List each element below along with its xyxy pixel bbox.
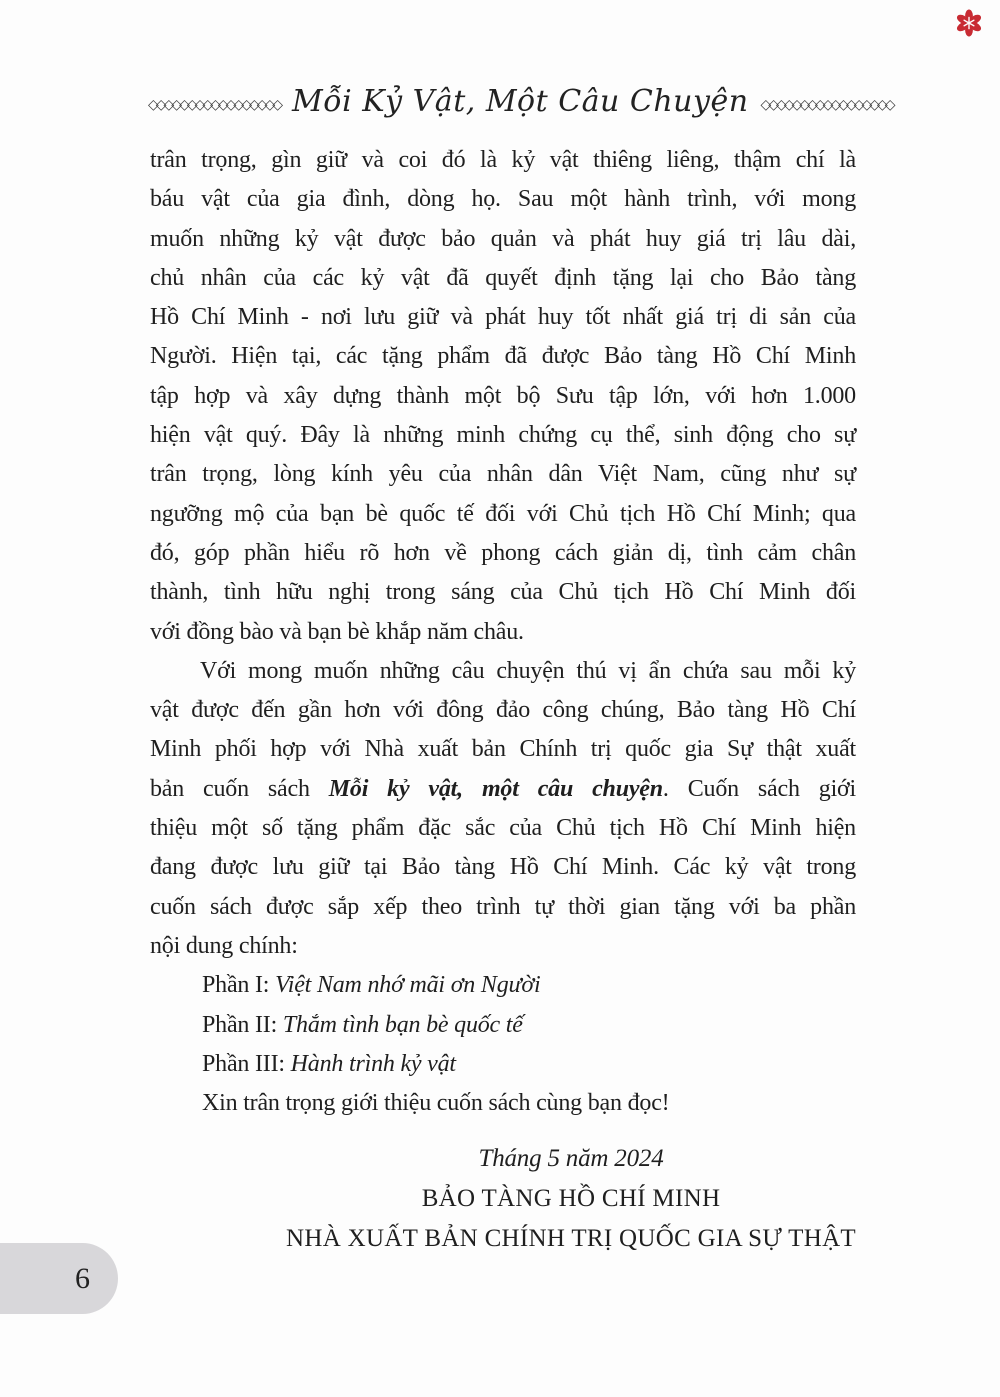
text-line: vật được đến gần hơn với đông đảo công chúng, Bảo tàng Hồ Chí [150,697,856,724]
running-header [148,84,893,119]
text-line: báu vật của gia đình, dòng họ. Sau một hành trình, với mong [150,186,856,213]
text-line: ngưỡng mộ của bạn bè quốc tế đối với Chủ tịch Hồ Chí Minh; qua [150,500,856,527]
ornament-right: ◇◇◇◇◇◇◇◇◇◇◇◇◇◇◇◇◇ [760,96,893,113]
running-title: Mỗi Kỷ Vật, Một Câu Chuyện [292,84,749,119]
text-line: cuốn sách được sắp xếp theo trình tự thời gian tặng với ba phần [150,893,856,920]
text-line: đang được lưu giữ tại Bảo tàng Hồ Chí Minh. Các kỷ vật trong [150,854,856,881]
text-line: đó, góp phần hiểu rõ hơn về phong cách giản dị, tình cảm chân [150,539,856,566]
text-line: nội dung chính: [150,932,298,959]
text-line [150,770,856,809]
part-title: Thắm tình bạn bè quốc tế [282,1011,523,1038]
text-line: trân trọng, gìn giữ và coi đó là kỷ vật thiêng liêng, thậm chí là [150,147,856,173]
closing-line: Xin trân trọng giới thiệu cuốn sách cùng bạn đọc! [202,1090,670,1117]
text-line: tập hợp và xây dựng thành một bộ Sưu tập lớn, với hơn 1.000 [150,382,856,409]
text-line: với đồng bào và bạn bè khắp năm châu. [150,618,524,645]
part-label: Phần II: [202,1011,278,1038]
text-line: hiện vật quý. Đây là những minh chứng cụ thể, sinh động cho sự [150,422,856,449]
text-line: Với mong muốn những câu chuyện thú vị ẩn chứa sau mỗi kỷ [200,657,856,684]
flower-asterisk-icon [954,8,984,38]
text-line: thiệu một số tặng phẩm đặc sắc của Chủ tịch Hồ Chí Minh hiện [150,815,856,842]
text-segment: bản cuốn sách [150,775,329,802]
signature-org-publisher: NHÀ XUẤT BẢN CHÍNH TRỊ QUỐC GIA SỰ THẬT [286,1225,857,1253]
ornament-left: ◇◇◇◇◇◇◇◇◇◇◇◇◇◇◇◇◇ [148,96,281,113]
text-segment: . Cuốn sách giới [662,775,856,802]
text-line: Minh phối hợp với Nhà xuất bản Chính trị quốc gia Sự thật xuất [150,736,856,763]
part-title: Việt Nam nhớ mãi ơn Người [275,972,541,999]
text-line: chủ nhân của các kỷ vật đã quyết định tặng lại cho Bảo tàng [150,264,856,291]
body-text [150,141,856,1259]
text-line: Người. Hiện tại, các tặng phẩm đã được Bảo tàng Hồ Chí Minh [150,343,856,370]
part-list-item [150,1045,856,1084]
text-line: trân trọng, lòng kính yêu của nhân dân Việt Nam, cũng như sự [150,461,856,488]
signature-date: Tháng 5 năm 2024 [478,1145,664,1173]
text-line: thành, tình hữu nghị trong sáng của Chủ tịch Hồ Chí Minh đối [150,579,856,606]
book-title-inline: Mỗi kỷ vật, một câu chuyện [328,775,663,802]
part-title: Hành trình kỷ vật [290,1050,456,1077]
part-label: Phần I: [202,972,270,999]
part-list-item [150,1006,856,1045]
text-line: Hồ Chí Minh - nơi lưu giữ và phát huy tốt nhất giá trị di sản của [150,304,856,331]
part-list-item [150,966,856,1005]
page-number-tab [0,1243,118,1314]
text-line: muốn những kỷ vật được bảo quản và phát huy giá trị lâu dài, [150,225,856,252]
signature-block [286,1139,856,1259]
part-label: Phần III: [202,1050,285,1077]
page-number: 6 [75,1261,90,1295]
signature-org-museum: BẢO TÀNG HỒ CHÍ MINH [421,1185,721,1213]
